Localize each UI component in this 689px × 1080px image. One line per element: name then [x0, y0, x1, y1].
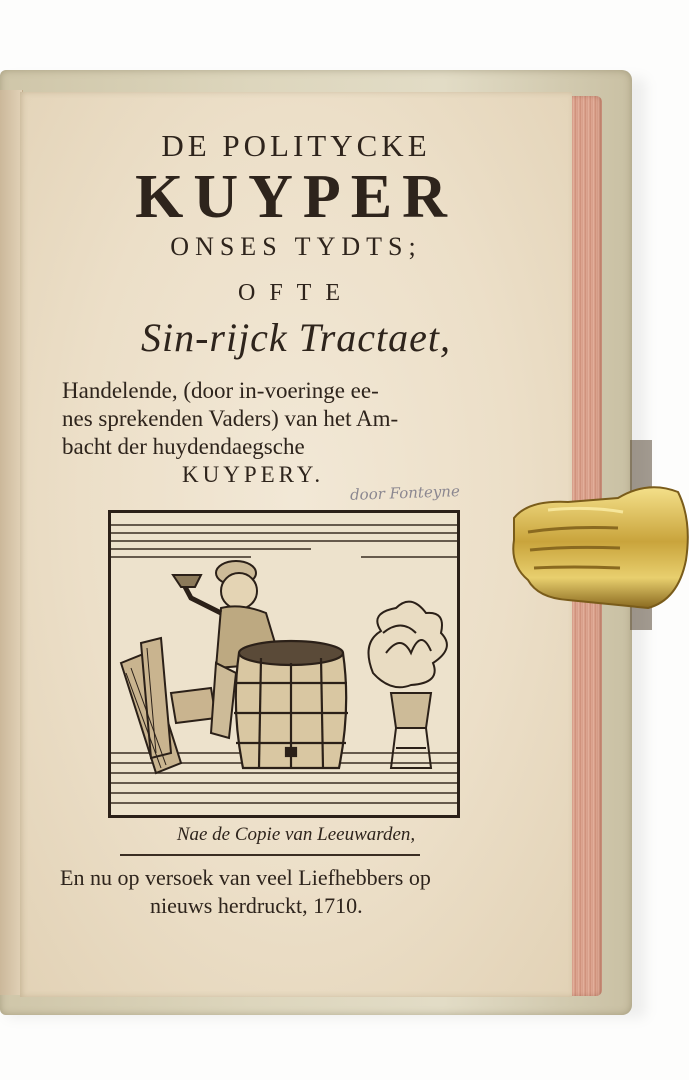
title-line-4: OFTE: [238, 280, 354, 306]
woodcut-cooper-illustration: [108, 510, 460, 818]
title-line-2: KUYPER: [135, 163, 457, 231]
description-line: bacht der huydendaegsche: [62, 434, 305, 459]
description-line: Handelende, (door in-voeringe ee-: [62, 378, 379, 403]
title-line-1: DE POLITYCKE: [161, 128, 431, 163]
pencil-annotation: door Fonteyne: [349, 482, 461, 504]
brass-clasp-hand-icon: [508, 440, 689, 630]
cooper-icon: [111, 513, 457, 815]
footer-line: En nu op versoek van veel Liefhebbers op: [60, 865, 431, 890]
title-line-3: ONSES TYDTS;: [170, 232, 422, 261]
footer-line: nieuws herdruckt, 1710.: [150, 893, 363, 918]
divider-rule: [120, 854, 420, 856]
title-page: [20, 92, 572, 997]
imprint-line: Nae de Copie van Leeuwarden,: [176, 824, 416, 845]
footer-imprint: [60, 864, 530, 920]
description-line: nes sprekenden Vaders) van het Am-: [62, 406, 399, 431]
subtitle: Sin-rijck Tractaet,: [140, 315, 452, 360]
description-line: KUYPERY.: [182, 462, 325, 487]
description: [62, 377, 532, 489]
